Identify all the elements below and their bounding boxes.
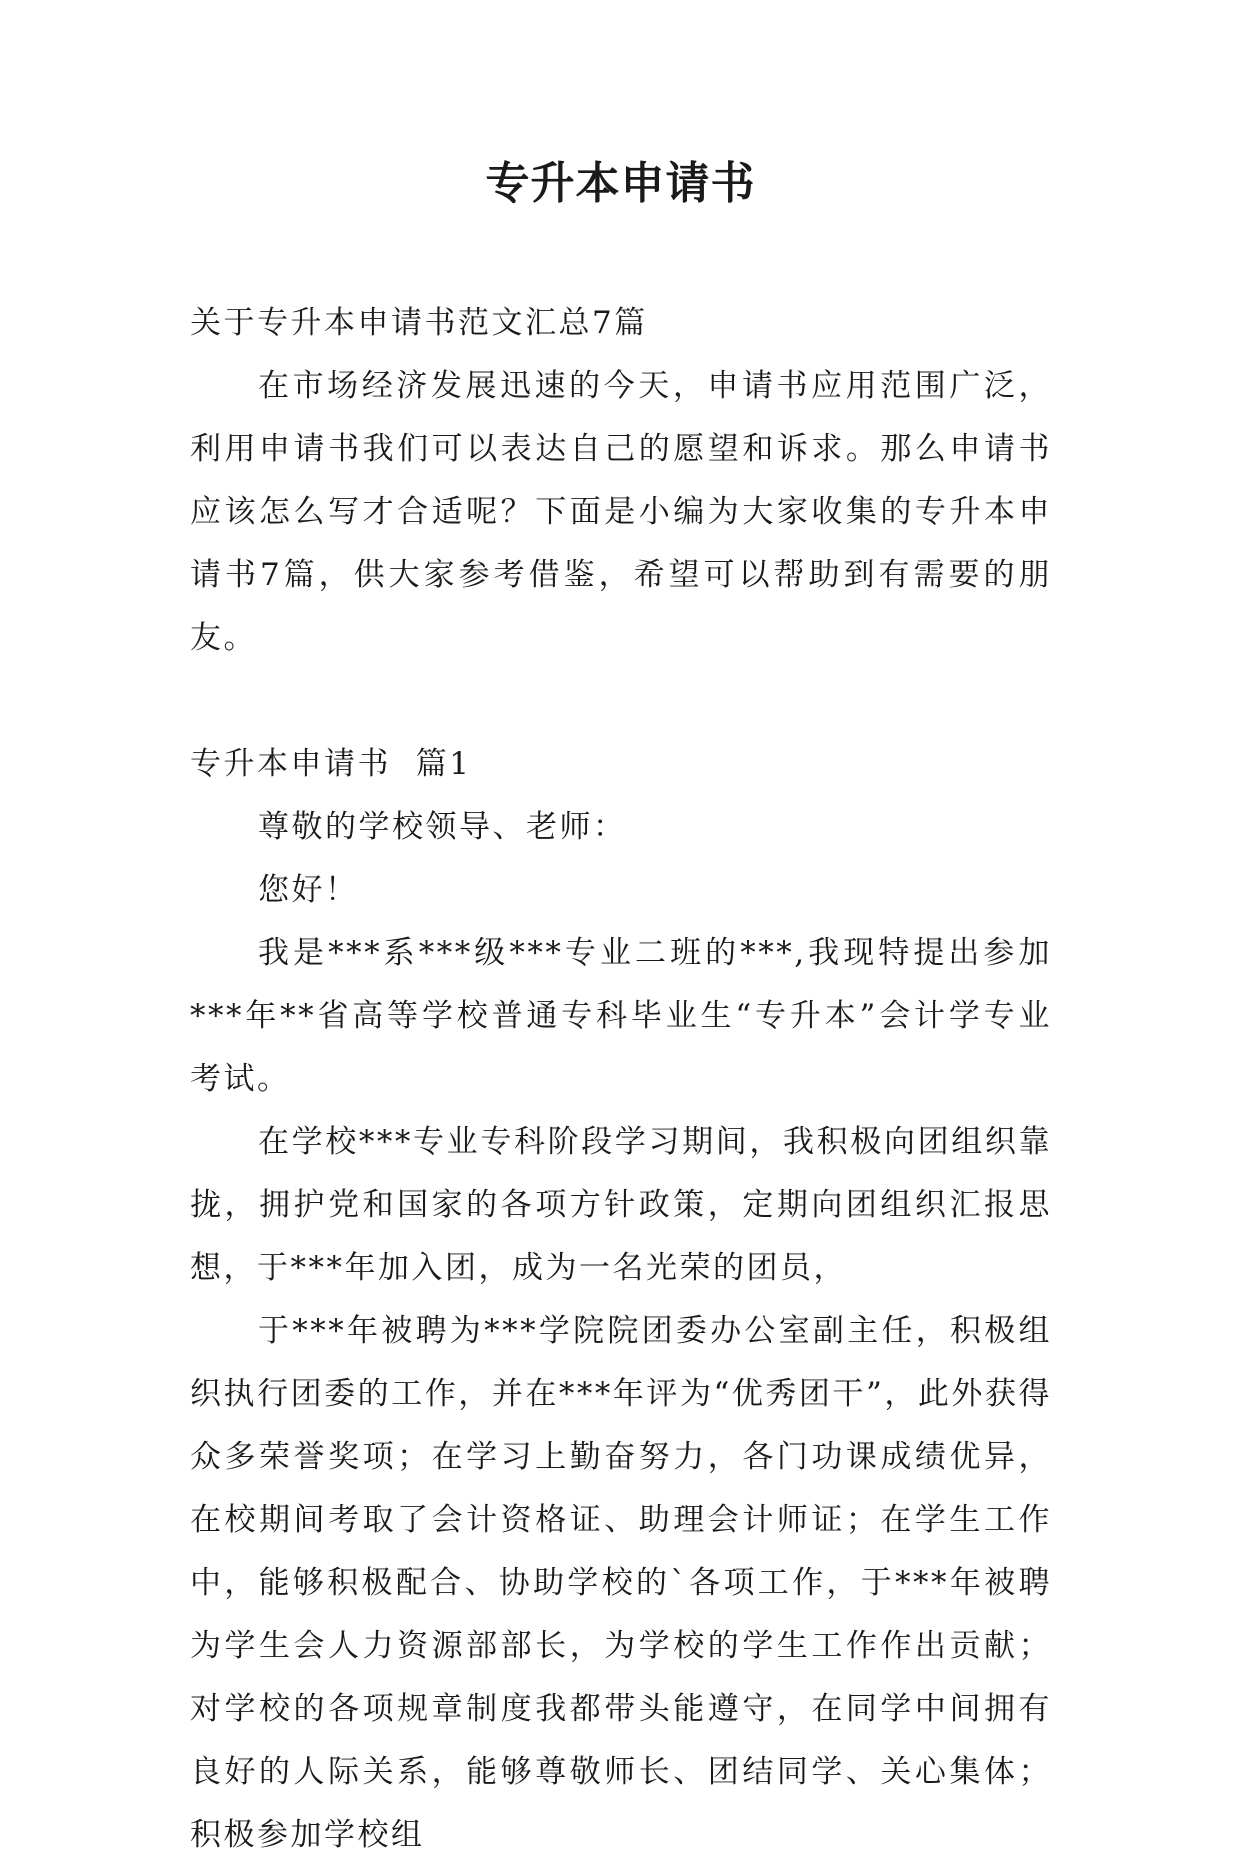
body-paragraph: 于***年被聘为***学院院团委办公室副主任，积极组织执行团委的工作，并在***年评为“优秀团干”，此外获得众多荣誉奖项；在学习上勤奋努力，各门功课成绩优异，在校期间考取了会计资格证、助理会计师证；在学生工作中，能够积极配合、协助学校的`各项工作，于***年被聘为学生会人力资源部部长，为学校的学生工作作出贡献；对学校的各项规章制度我都带头能遵守，在同学中间拥有良好的人际关系，能够尊敬师长、团结同学、关心集体；积极参加学校组 (190, 1313, 1052, 1853)
document-body (190, 292, 1052, 1867)
body-paragraph: 在学校***专业专科阶段学习期间，我积极向团组织靠拢，拥护党和国家的各项方针政策，定期向团组织汇报思想，于***年加入团，成为一名光荣的团员， (190, 1124, 1052, 1286)
intro-paragraph: 在市场经济发展迅速的今天，申请书应用范围广泛，利用申请书我们可以表达自己的愿望和诉求。那么申请书应该怎么写才合适呢？下面是小编为大家收集的专升本申请书7篇，供大家参考借鉴，希望可以帮助到有需要的朋友。 (190, 368, 1052, 656)
salutation: 尊敬的学校领导、老师： (258, 809, 627, 845)
body-paragraph: 我是***系***级***专业二班的***,我现特提出参加***年**省高等学校普通专科毕业生“专升本”会计学专业考试。 (190, 935, 1052, 1097)
section-heading: 专升本申请书 篇1 (190, 746, 472, 782)
greeting: 您好！ (258, 872, 359, 908)
document-subtitle: 关于专升本申请书范文汇总7篇 (190, 305, 648, 341)
document-title: 专升本申请书 (485, 158, 756, 209)
paragraph-spacer (190, 670, 1052, 733)
